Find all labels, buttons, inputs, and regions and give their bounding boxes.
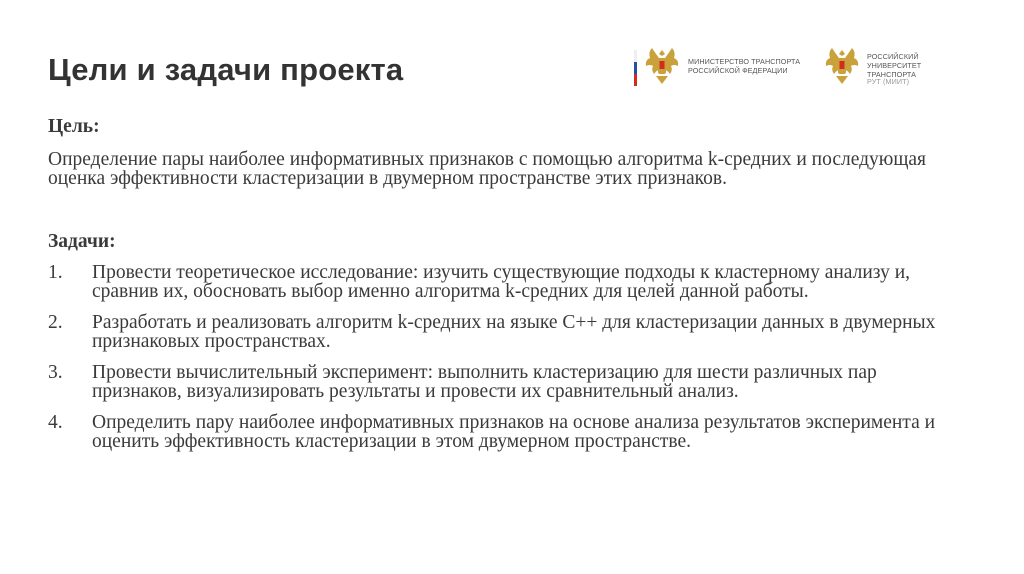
task-item bbox=[48, 413, 962, 451]
task-text: Провести теоретическое исследование: изучить существующие подходы к кластерному анализу и, сравнив их, обосновать выбор именно алгоритма k-средних для целей данной работы. bbox=[92, 262, 911, 302]
task-item bbox=[48, 263, 962, 301]
header-logos bbox=[634, 44, 974, 92]
double-headed-eagle-icon bbox=[642, 44, 682, 88]
double-headed-eagle-icon bbox=[822, 44, 862, 88]
slide-title: Цели и задачи проекта bbox=[48, 52, 404, 87]
ministry-logo bbox=[634, 44, 804, 92]
russian-flag-icon bbox=[634, 50, 637, 86]
task-number: 1. bbox=[48, 262, 63, 283]
task-text: Определить пару наиболее информативных признаков на основе анализа результатов эксперимента и оценить эффективность кластеризации в этом двумерном пространстве. bbox=[92, 412, 936, 452]
task-number: 2. bbox=[48, 312, 63, 333]
university-logo bbox=[822, 44, 974, 92]
goal-text: Определение пары наиболее информативных признаков с помощью алгоритма k-средних и последующая оценка эффективности кластеризации в двумерном пространстве этих признаков. bbox=[48, 149, 926, 189]
task-number: 3. bbox=[48, 362, 63, 383]
task-text: Разработать и реализовать алгоритм k-средних на языке C++ для кластеризации данных в двумерных признаковых пространствах. bbox=[92, 312, 936, 352]
task-number: 4. bbox=[48, 412, 63, 433]
slide-content bbox=[48, 117, 968, 463]
university-abbreviation: РУТ (МИИТ) bbox=[867, 77, 910, 86]
goal-heading: Цель: bbox=[48, 116, 100, 137]
tasks-list bbox=[48, 263, 968, 451]
task-item bbox=[48, 313, 962, 351]
university-name: РОССИЙСКИЙ УНИВЕРСИТЕТ ТРАНСПОРТА bbox=[867, 52, 922, 79]
ministry-name: МИНИСТЕРСТВО ТРАНСПОРТА РОССИЙСКОЙ ФЕДЕРАЦИИ bbox=[688, 57, 801, 75]
task-text: Провести вычислительный эксперимент: выполнить кластеризацию для шести различных пар признаков, визуализировать результаты и провести их сравнительный анализ. bbox=[92, 362, 877, 402]
tasks-heading: Задачи: bbox=[48, 231, 116, 252]
task-item bbox=[48, 363, 962, 401]
